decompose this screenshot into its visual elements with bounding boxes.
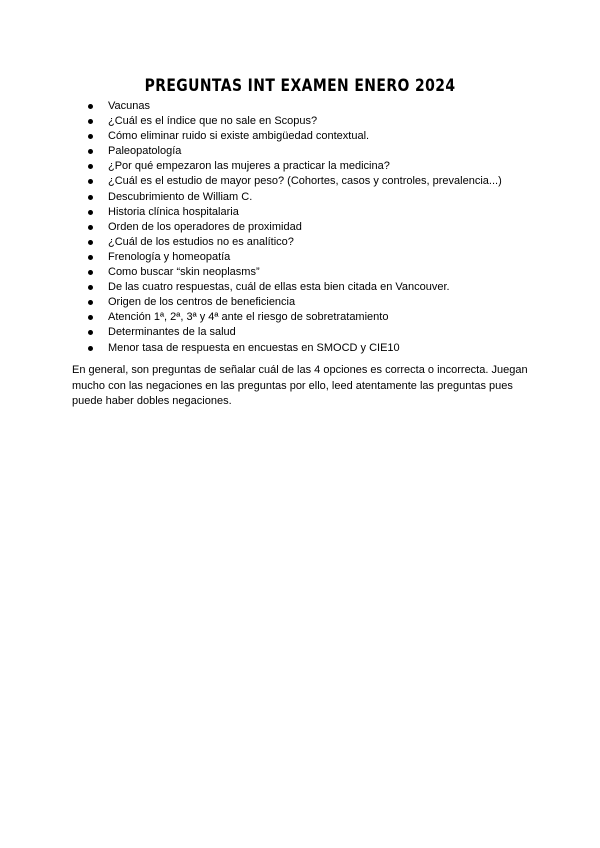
list-item-text: Como buscar “skin neoplasms”: [108, 266, 260, 279]
list-item: [86, 341, 566, 356]
list-item-text: Atención 1ª, 2ª, 3ª y 4ª ante el riesgo de sobretratamiento: [108, 311, 389, 324]
list-item: [86, 144, 566, 159]
list-item: [86, 114, 566, 129]
bullet-icon: [88, 225, 93, 230]
bullet-icon: [88, 285, 93, 290]
list-item: [86, 250, 566, 265]
summary-paragraph: En general, son preguntas de señalar cuál de las 4 opciones es correcta o incorrecta. Juegan mucho con las negaciones en las preguntas por ello, leed atentamente las preguntas pues puede haber dobles negaciones.: [72, 364, 528, 407]
list-item: [86, 265, 566, 280]
list-item: [86, 99, 566, 114]
bullet-icon: [88, 255, 93, 260]
bullet-icon: [88, 149, 93, 154]
bullet-icon: [88, 134, 93, 139]
list-item-text: Cómo eliminar ruido si existe ambigüedad contextual.: [108, 130, 370, 143]
list-item-text: Vacunas: [108, 100, 150, 112]
list-item: [86, 325, 566, 340]
bullet-icon: [88, 330, 93, 335]
list-item: [86, 295, 566, 310]
list-item: [86, 310, 566, 325]
bullet-icon: [88, 300, 93, 305]
bullet-icon: [88, 104, 93, 109]
list-item-text: Menor tasa de respuesta en encuestas en SMOCD y CIE10: [108, 341, 400, 354]
page-title: PREGUNTAS INT EXAMEN ENERO 2024: [144, 76, 456, 96]
bullet-icon: [88, 240, 93, 245]
bullet-icon: [88, 346, 93, 351]
list-item: [86, 129, 566, 144]
list-item: [86, 205, 566, 220]
list-item: [86, 159, 566, 174]
list-item-text: Paleopatología: [108, 145, 182, 158]
bullet-icon: [88, 210, 93, 215]
list-item: [86, 280, 566, 295]
list-item-text: Frenología y homeopatía: [108, 250, 231, 263]
bullet-icon: [88, 179, 93, 184]
list-item-text: Origen de los centros de beneficiencia: [108, 296, 296, 309]
list-item: [86, 174, 566, 189]
bullet-icon: [88, 195, 93, 200]
list-item: [86, 190, 566, 205]
list-item-text: Orden de los operadores de proximidad: [108, 220, 302, 233]
list-item-text: De las cuatro respuestas, cuál de ellas esta bien citada en Vancouver.: [108, 281, 450, 294]
list-item-text: ¿Cuál de los estudios no es analítico?: [108, 235, 294, 248]
bullet-icon: [88, 315, 93, 320]
topic-list: [86, 99, 566, 356]
list-item-text: Historia clínica hospitalaria: [108, 205, 239, 218]
list-item: [86, 235, 566, 250]
list-item-text: Descubrimiento de William C.: [108, 190, 253, 203]
bullet-icon: [88, 119, 93, 124]
bullet-icon: [88, 164, 93, 169]
bullet-icon: [88, 270, 93, 275]
list-item-text: Determinantes de la salud: [108, 326, 236, 339]
list-item-text: ¿Cuál es el índice que no sale en Scopus?: [108, 115, 318, 128]
list-item-text: ¿Por qué empezaron las mujeres a practicar la medicina?: [108, 160, 390, 173]
list-item-text: ¿Cuál es el estudio de mayor peso? (Cohortes, casos y controles, prevalencia...): [108, 175, 502, 188]
list-item: [86, 220, 566, 235]
